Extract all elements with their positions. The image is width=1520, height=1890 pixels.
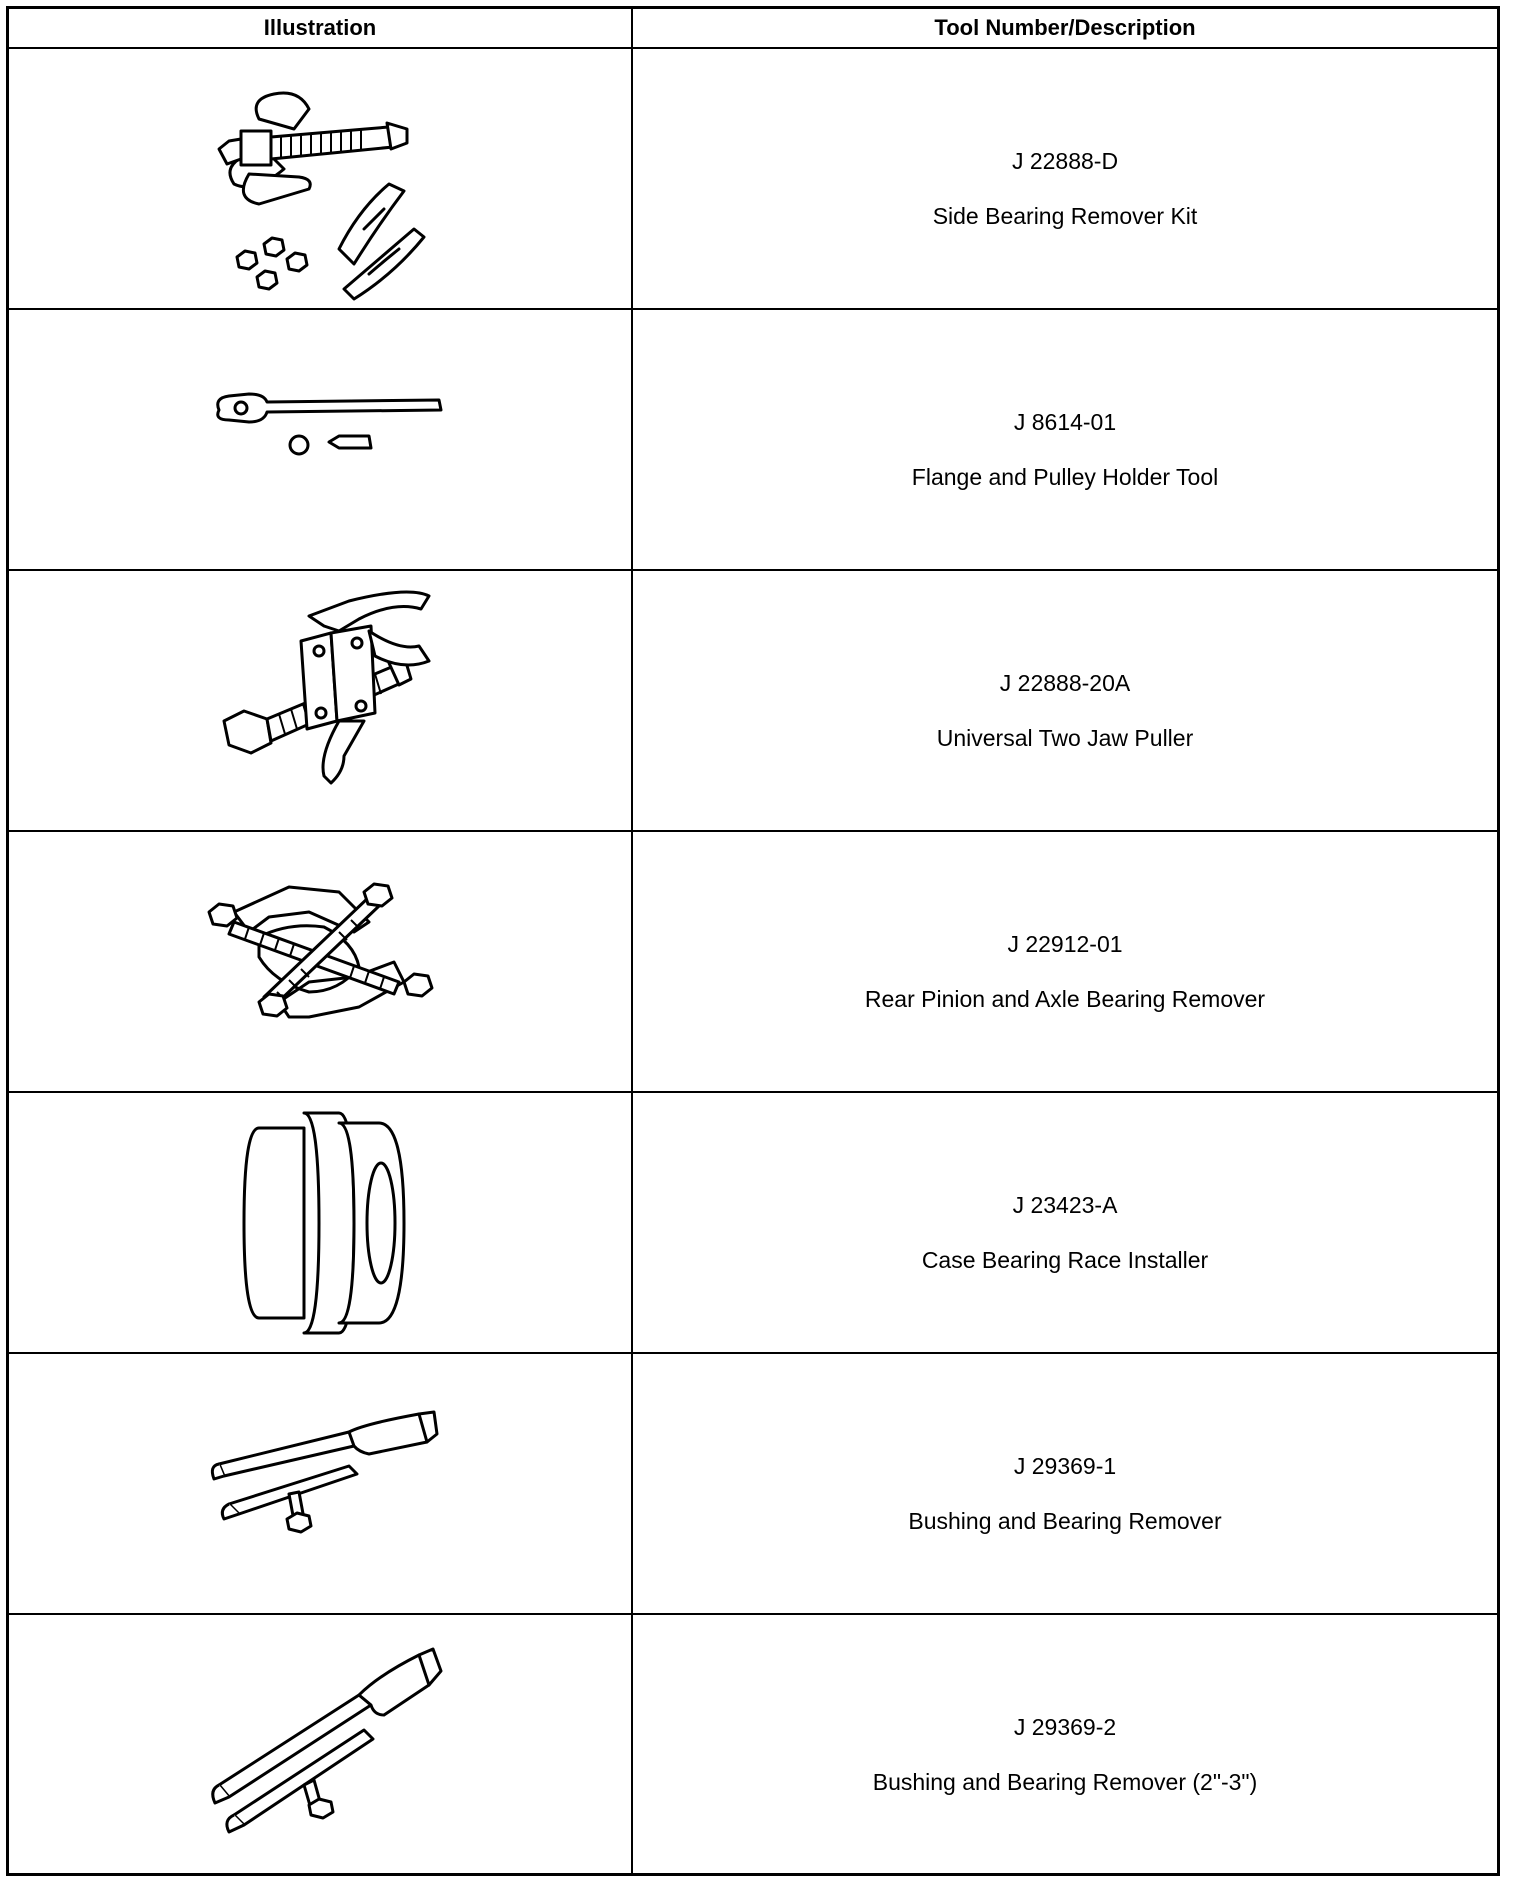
illustration-cell [9, 310, 631, 569]
tool-number: J 22912-01 [1007, 931, 1123, 957]
tool-description: Universal Two Jaw Puller [936, 725, 1194, 751]
tool-number: J 29369-1 [1013, 1453, 1117, 1479]
header-illustration: Illustration [263, 15, 377, 40]
tool-description: Bushing and Bearing Remover (2"-3") [872, 1769, 1258, 1795]
table-row [9, 571, 1497, 832]
tool-number: J 23423-A [1012, 1192, 1118, 1218]
description-cell [633, 49, 1497, 308]
illustration-cell [9, 1354, 631, 1613]
description-cell [633, 1354, 1497, 1613]
illustration-cell [9, 1615, 631, 1876]
illustration-cell [9, 49, 631, 308]
bushing-remover-large-icon [9, 1615, 631, 1874]
table-header [9, 9, 1497, 49]
table-row [9, 1093, 1497, 1354]
description-cell [633, 310, 1497, 569]
bearing-separator-icon [9, 832, 631, 1091]
tool-description: Bushing and Bearing Remover [908, 1508, 1222, 1534]
table-row [9, 310, 1497, 571]
race-installer-icon [9, 1093, 631, 1352]
tool-number: J 8614-01 [1013, 409, 1117, 435]
tool-description: Rear Pinion and Axle Bearing Remover [864, 986, 1266, 1012]
description-cell [633, 1093, 1497, 1352]
illustration-cell [9, 571, 631, 830]
illustration-cell [9, 1093, 631, 1352]
tool-description: Flange and Pulley Holder Tool [911, 464, 1219, 490]
illustration-cell [9, 832, 631, 1091]
two-jaw-puller-icon [9, 571, 631, 830]
bushing-remover-icon [9, 1354, 631, 1613]
description-cell [633, 832, 1497, 1091]
table-row [9, 832, 1497, 1093]
tool-number: J 29369-2 [1013, 1714, 1117, 1740]
flange-pulley-holder-icon [9, 310, 631, 569]
tool-description: Case Bearing Race Installer [921, 1247, 1209, 1273]
tool-number: J 22888-D [1011, 148, 1119, 174]
tool-number: J 22888-20A [999, 670, 1131, 696]
description-cell [633, 1615, 1497, 1876]
header-tool-number-description: Tool Number/Description [934, 15, 1196, 40]
tool-description: Side Bearing Remover Kit [932, 203, 1198, 229]
table-row [9, 49, 1497, 310]
table-row [9, 1354, 1497, 1615]
side-bearing-remover-kit-icon [9, 49, 631, 308]
tool-table [6, 6, 1500, 1876]
description-cell [633, 571, 1497, 830]
table-row [9, 1615, 1497, 1876]
